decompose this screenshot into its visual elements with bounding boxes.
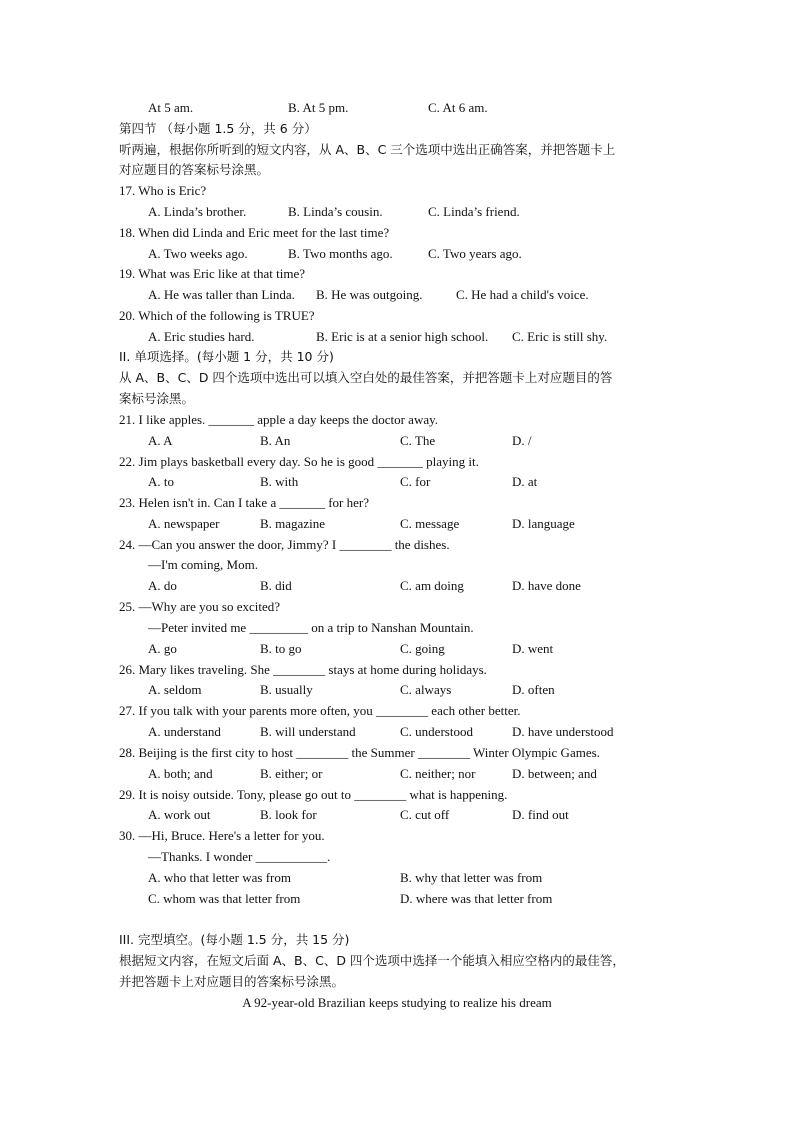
- question-stem: 26. Mary likes traveling. She ________ stays at home during holidays.: [119, 662, 487, 677]
- question-stem: 18. When did Linda and Eric meet for the last time?: [119, 225, 390, 240]
- option-c: C. understood: [400, 724, 473, 739]
- question-stem: 27. If you talk with your parents more often, you ________ each other better.: [119, 703, 521, 718]
- question-stem: 21. I like apples. _______ apple a day keeps the doctor away.: [119, 412, 439, 427]
- passage-title: A 92-year-old Brazilian keeps studying to realize his dream: [242, 995, 552, 1010]
- option-b: B. will understand: [260, 724, 356, 739]
- option-b: B. Two months ago.: [288, 246, 393, 261]
- question-stem: 29. It is noisy outside. Tony, please go out to ________ what is happening.: [119, 787, 508, 802]
- section-heading: 第四节 （每小题 1.5 分，共 6 分）: [119, 121, 317, 136]
- question-stem: 20. Which of the following is TRUE?: [119, 308, 315, 323]
- question-stem: 24. —Can you answer the door, Jimmy? I ________ the dishes.: [119, 537, 450, 552]
- option-b: B. did: [260, 578, 292, 593]
- option-b: B. either; or: [260, 766, 323, 781]
- section-instructions: 并把答题卡上对应题目的答案标号涂黑。: [119, 974, 345, 989]
- question-stem: 17. Who is Eric?: [119, 183, 207, 198]
- option-c: C. going: [400, 641, 445, 656]
- option-b: B. He was outgoing.: [316, 287, 423, 302]
- option-a: A. both; and: [148, 766, 213, 781]
- option-a: A. Two weeks ago.: [148, 246, 248, 261]
- option-c: C. Two years ago.: [428, 246, 522, 261]
- question-stem: 25. —Why are you so excited?: [119, 599, 281, 614]
- option-a: A. He was taller than Linda.: [148, 287, 295, 302]
- option-b: B. usually: [260, 682, 313, 697]
- option-b: B. Linda’s cousin.: [288, 204, 383, 219]
- option-b: B. with: [260, 474, 299, 489]
- option-c: C. for: [400, 474, 431, 489]
- option-c: C. message: [400, 516, 460, 531]
- option-b: B. why that letter was from: [400, 870, 543, 885]
- question-dialogue: —Peter invited me _________ on a trip to Nanshan Mountain.: [148, 620, 474, 635]
- option-d: D. at: [512, 474, 538, 489]
- question-stem: 19. What was Eric like at that time?: [119, 266, 306, 281]
- option-a: A. seldom: [148, 682, 202, 697]
- question-stem: 22. Jim plays basketball every day. So he is good _______ playing it.: [119, 454, 479, 469]
- option-b: B. look for: [260, 807, 317, 822]
- option-d: D. went: [512, 641, 554, 656]
- section-heading: II. 单项选择。(每小题 1 分，共 10 分): [119, 349, 334, 364]
- option-c: C. He had a child's voice.: [456, 287, 589, 302]
- option-a: A. do: [148, 578, 177, 593]
- option-a: A. to: [148, 474, 174, 489]
- option-d: D. often: [512, 682, 555, 697]
- section-instructions: 案标号涂黑。: [119, 391, 195, 406]
- option-d: D. find out: [512, 807, 569, 822]
- option-d: D. have understood: [512, 724, 614, 739]
- option-b: B. At 5 pm.: [288, 100, 349, 115]
- section-instructions: 根据短文内容，在短文后面 A、B、C、D 四个选项中选择一个能填入相应空格内的最佳答，: [119, 953, 625, 968]
- question-stem: 23. Helen isn't in. Can I take a _______ for her?: [119, 495, 369, 510]
- option-c: C. always: [400, 682, 452, 697]
- option-a: A. A: [148, 433, 173, 448]
- option-a: A. Linda’s brother.: [148, 204, 247, 219]
- option-a: A. newspaper: [148, 516, 220, 531]
- option-d: D. language: [512, 516, 575, 531]
- option-d: D. /: [512, 433, 532, 448]
- option-c: C. Linda’s friend.: [428, 204, 520, 219]
- option-a: A. go: [148, 641, 177, 656]
- option-a: A. work out: [148, 807, 211, 822]
- option-a: At 5 am.: [148, 100, 194, 115]
- option-a: A. Eric studies hard.: [148, 329, 255, 344]
- option-c: C. The: [400, 433, 436, 448]
- section-heading: III. 完型填空。(每小题 1.5 分，共 15 分): [119, 932, 350, 947]
- option-a: A. understand: [148, 724, 221, 739]
- section-instructions: 对应题目的答案标号涂黑。: [119, 162, 270, 177]
- option-d: D. have done: [512, 578, 581, 593]
- section-instructions: 从 A、B、C、D 四个选项中选出可以填入空白处的最佳答案，并把答题卡上对应题目的答: [119, 370, 613, 385]
- question-dialogue: —I'm coming, Mom.: [148, 557, 258, 572]
- option-c: C. am doing: [400, 578, 464, 593]
- option-c: C. At 6 am.: [428, 100, 488, 115]
- option-b: B. magazine: [260, 516, 325, 531]
- option-c: C. whom was that letter from: [148, 891, 301, 906]
- option-b: B. Eric is at a senior high school.: [316, 329, 489, 344]
- question-dialogue: —Thanks. I wonder ___________.: [148, 849, 331, 864]
- section-instructions: 听两遍，根据你所听到的短文内容，从 A、B、C 三个选项中选出正确答案，并把答题卡上: [119, 142, 616, 157]
- option-a: A. who that letter was from: [148, 870, 291, 885]
- option-c: C. neither; nor: [400, 766, 476, 781]
- option-c: C. Eric is still shy.: [512, 329, 608, 344]
- option-b: B. An: [260, 433, 291, 448]
- option-b: B. to go: [260, 641, 302, 656]
- option-d: D. where was that letter from: [400, 891, 553, 906]
- question-stem: 30. —Hi, Bruce. Here's a letter for you.: [119, 828, 325, 843]
- option-c: C. cut off: [400, 807, 450, 822]
- option-d: D. between; and: [512, 766, 597, 781]
- question-stem: 28. Beijing is the first city to host ________ the Summer ________ Winter Olympic Games.: [119, 745, 600, 760]
